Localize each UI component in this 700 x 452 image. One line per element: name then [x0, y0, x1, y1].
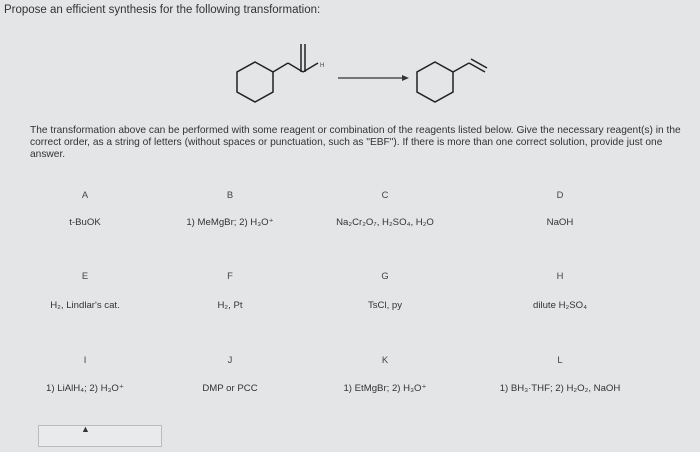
- reagent-text-f: H₂, Pt: [217, 300, 243, 311]
- reagent-letter-c: C: [381, 189, 389, 200]
- reagent-text-l: 1) BH₃·THF; 2) H₂O₂, NaOH: [499, 383, 621, 394]
- reagent-text-h: dilute H₂SO₄: [532, 300, 588, 311]
- reaction-scheme: [0, 0, 700, 120]
- reagent-text-d: NaOH: [546, 217, 574, 228]
- reagent-letter-j: J: [227, 354, 233, 365]
- reagent-letter-b: B: [226, 189, 234, 200]
- reaction-arrow-head: [402, 75, 409, 81]
- reagent-text-g: TsCl, py: [367, 300, 403, 311]
- reagent-text-j: DMP or PCC: [202, 383, 258, 394]
- reagent-letter-a: A: [81, 189, 89, 200]
- question-text: Propose an efficient synthesis for the following transformation:: [4, 4, 321, 16]
- mouse-cursor-icon: ▲: [81, 424, 90, 434]
- reagent-text-b: 1) MeMgBr; 2) H₃O⁺: [186, 217, 274, 228]
- reagent-letter-g: G: [381, 270, 389, 281]
- instructions-text: The transformation above can be performed with some reagent or combination of the reagents listed below. Give the necessary reagent(s) in the correct order, as a string of letters (without spaces or punctuation, such as "EBF"). If there is more than one correct solution, provide just one answer.: [30, 125, 681, 161]
- reagent-letter-e: E: [81, 270, 89, 281]
- starting-aldehyde-structure: [237, 44, 318, 102]
- reagent-text-a: t-BuOK: [69, 217, 101, 228]
- reagent-letter-l: L: [557, 354, 563, 365]
- reagent-letter-d: D: [556, 189, 564, 200]
- reagent-text-i: 1) LiAlH₄; 2) H₃O⁺: [46, 383, 124, 394]
- reagent-letter-i: I: [83, 354, 87, 365]
- answer-input[interactable]: [38, 425, 162, 447]
- reagent-text-k: 1) EtMgBr; 2) H₃O⁺: [343, 383, 427, 394]
- reagent-letter-f: F: [227, 270, 233, 281]
- reagent-letter-h: H: [556, 270, 564, 281]
- reagent-text-e: H₂, Lindlar's cat.: [50, 300, 120, 311]
- reagent-letter-k: K: [381, 354, 389, 365]
- reagent-text-c: Na₂Cr₂O₇, H₂SO₄, H₂O: [336, 217, 434, 228]
- aldehyde-hydrogen-label: H: [320, 63, 325, 69]
- product-alkene-structure: [417, 59, 487, 102]
